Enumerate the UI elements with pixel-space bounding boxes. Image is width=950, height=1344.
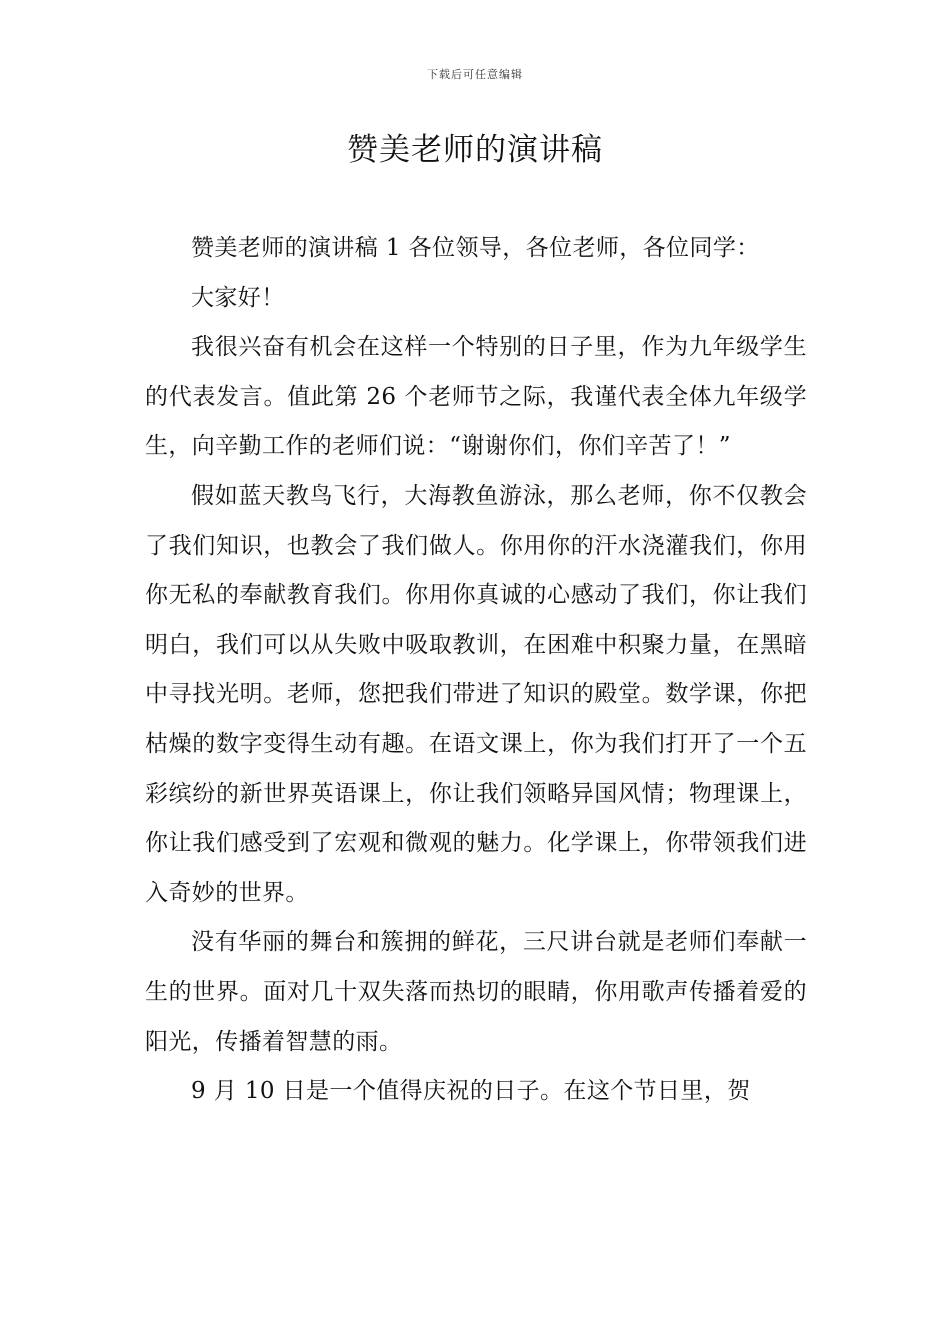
paragraph-teachers-gifts: 假如蓝天教鸟飞行，大海教鱼游泳，那么老师，你不仅教会了我们知识，也教会了我们做人。你用你的汗水浇灌我们，你用你无私的奉献教育我们。你用你真诚的心感动了我们，你让我们明白，我们可以从失败中吸取教训，在困难中积聚力量，在黑暗中寻找光明。老师，您把我们带进了知识的殿堂。数学课，你把枯燥的数字变得生动有趣。在语文课上，你为我们打开了一个五彩缤纷的新世界英语课上，你让我们领略异国风情；物理课上，你让我们感受到了宏观和微观的魅力。化学课上，你带领我们进入奇妙的世界。 <box>145 482 807 906</box>
paragraph-podium: 没有华丽的舞台和簇拥的鲜花，三尺讲台就是老师们奉献一生的世界。面对几十双失落而热切的眼睛，你用歌声传播着爱的阳光，传播着智慧的雨。 <box>145 929 807 1055</box>
paragraph-september: 9 月 10 日是一个值得庆祝的日子。在这个节日里，贺 <box>191 1078 751 1105</box>
document-title: 赞美老师的演讲稿 <box>347 132 603 168</box>
paragraph-greeting: 赞美老师的演讲稿 1 各位领导，各位老师，各位同学： <box>191 235 760 261</box>
header-note: 下载后可任意编辑 <box>427 68 523 81</box>
paragraph-intro: 我很兴奋有机会在这样一个特别的日子里，作为九年级学生的代表发言。值此第 26 个老师节之际，我谨代表全体九年级学生，向辛勤工作的老师们说：“谢谢你们，你们辛苦了！” <box>145 334 807 460</box>
paragraph-hello: 大家好！ <box>191 284 285 311</box>
document-body <box>145 224 807 1117</box>
